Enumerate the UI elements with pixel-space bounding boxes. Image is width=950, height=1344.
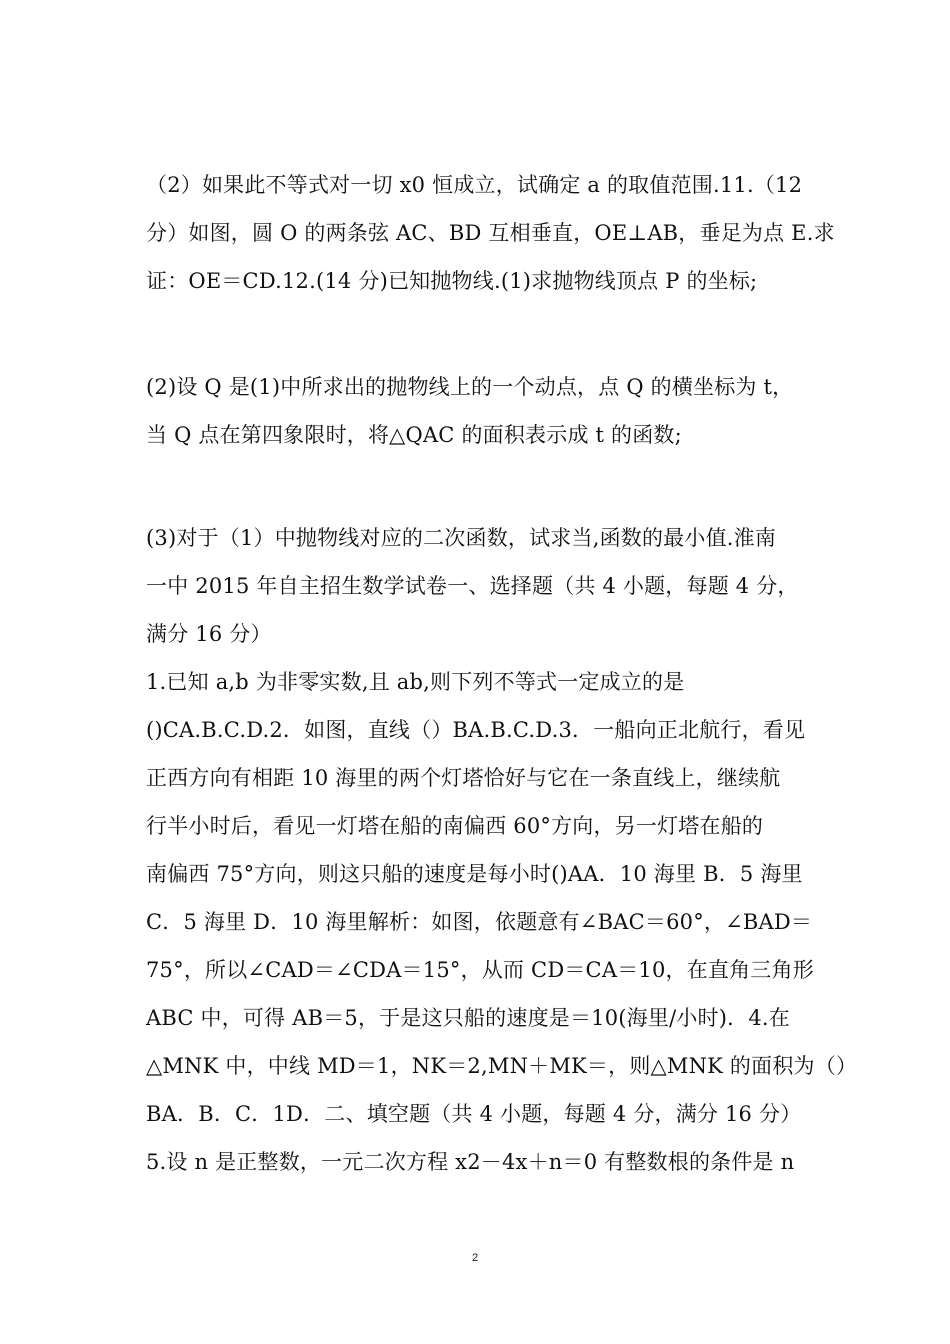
text-line: 当 Q 点在第四象限时，将△QAC 的面积表示成 t 的函数; xyxy=(146,423,682,447)
text-line: 正西方向有相距 10 海里的两个灯塔恰好与它在一条直线上，继续航 xyxy=(146,766,781,790)
text-line: 分）如图，圆 O 的两条弦 AC、BD 互相垂直，OE⊥AB，垂足为点 E.求 xyxy=(146,221,835,245)
text-line: ABC 中，可得 AB＝5，于是这只船的速度是＝10(海里/小时)．4.在 xyxy=(146,1006,790,1030)
text-line: 行半小时后，看见一灯塔在船的南偏西 60°方向，另一灯塔在船的 xyxy=(146,814,764,838)
text-line: 南偏西 75°方向，则这只船的速度是每小时()AA．10 海里 B．5 海里 xyxy=(146,862,803,886)
paragraph-3 xyxy=(146,514,858,1186)
text-line: 1.已知 a,b 为非零实数,且 ab,则下列不等式一定成立的是 xyxy=(146,670,685,694)
text-line: 一中 2015 年自主招生数学试卷一、选择题（共 4 小题，每题 4 分， xyxy=(146,574,799,598)
paragraph-2 xyxy=(146,363,810,459)
text-line: (2)设 Q 是(1)中所求出的抛物线上的一个动点，点 Q 的横坐标为 t， xyxy=(146,375,794,399)
text-line: (3)对于（1）中抛物线对应的二次函数，试求当,函数的最小值.淮南 xyxy=(146,526,777,550)
text-line: 5.设 n 是正整数，一元二次方程 x2－4x＋n＝0 有整数根的条件是 n xyxy=(146,1150,795,1174)
text-line: （2）如果此不等式对一切 x0 恒成立，试确定 a 的取值范围.11.（12 xyxy=(146,173,803,197)
paragraph-1 xyxy=(146,161,835,305)
page-number: 2 xyxy=(471,1252,479,1264)
text-line: C．5 海里 D．10 海里解析：如图，依题意有∠BAC＝60°，∠BAD＝ xyxy=(146,910,813,934)
text-line: ()CA.B.C.D.2．如图，直线（）BA.B.C.D.3．一船向正北航行，看见 xyxy=(146,718,806,742)
text-line: 75°，所以∠CAD＝∠CDA＝15°，从而 CD＝CA＝10，在直角三角形 xyxy=(146,958,814,982)
text-line: 证：OE＝CD.12.(14 分)已知抛物线.(1)求抛物线顶点 P 的坐标; xyxy=(146,269,758,293)
text-line: △MNK 中，中线 MD＝1，NK＝2,MN＋MK＝，则△MNK 的面积为（） xyxy=(146,1054,858,1078)
text-line: 满分 16 分） xyxy=(146,622,272,646)
text-line: BA．B．C．1D．二、填空题（共 4 小题，每题 4 分，满分 16 分） xyxy=(146,1102,802,1126)
